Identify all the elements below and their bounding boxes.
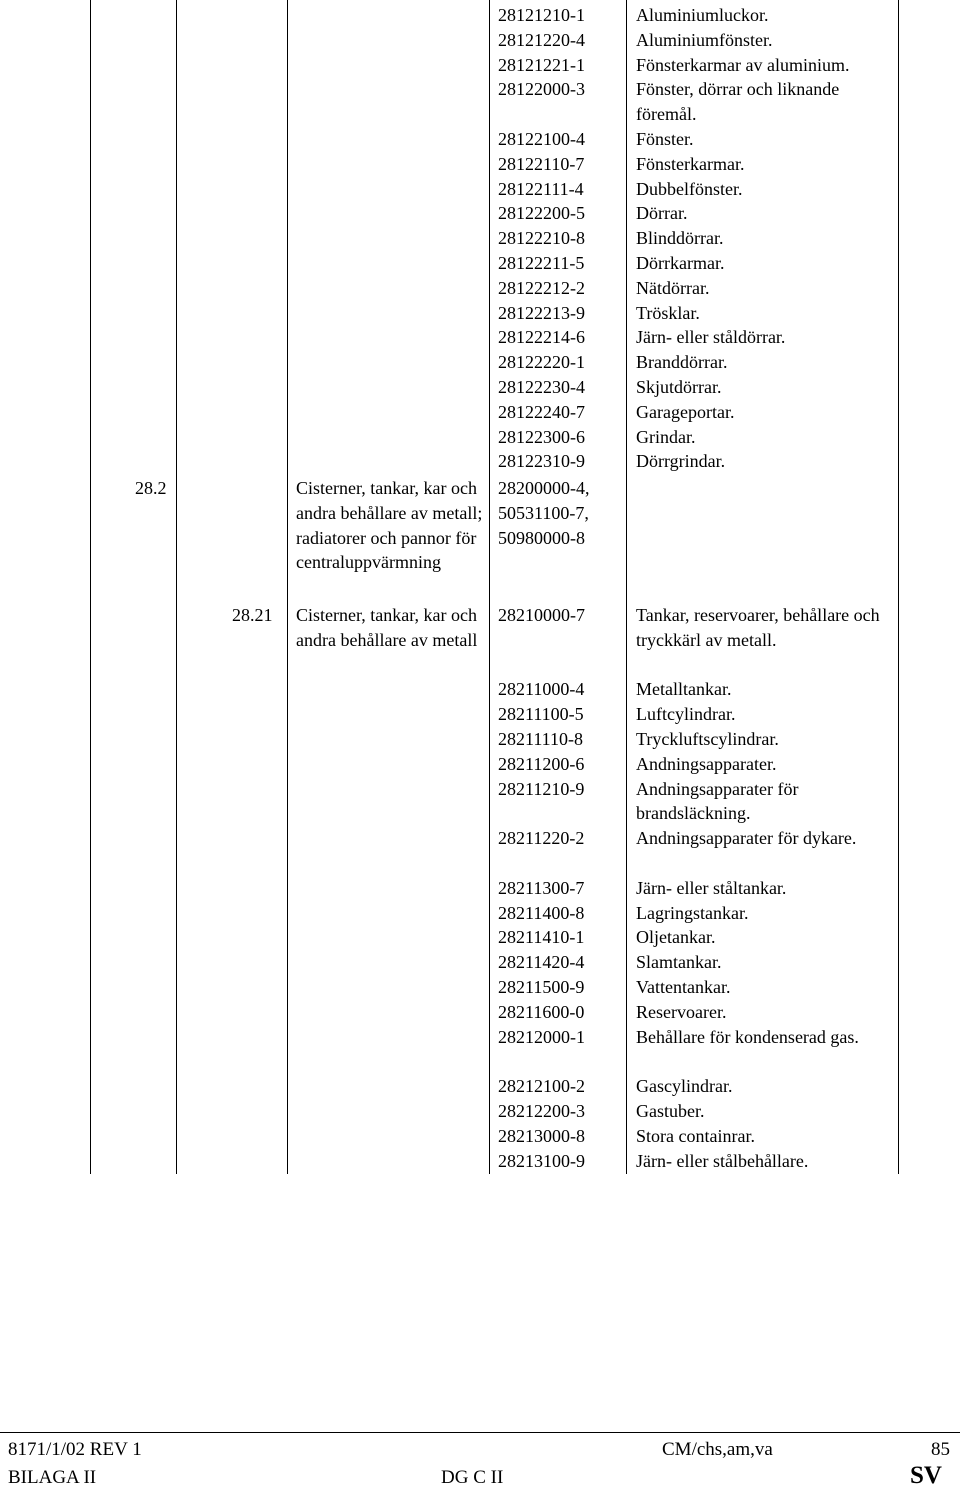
description-cell: Blinddörrar.	[636, 228, 724, 249]
description-cell: Dörrkarmar.	[636, 252, 725, 273]
description-cell: Dörrar.	[636, 203, 688, 224]
description-cell: Fönsterkarmar av aluminium.	[636, 54, 850, 75]
description-cell: Branddörrar.	[636, 352, 728, 373]
code-cell: 28211400-8	[498, 902, 585, 923]
description-cell: Gastuber.	[636, 1100, 705, 1121]
code-cell: 28122100-4	[498, 128, 585, 149]
description-cell: Fönsterkarmar.	[636, 153, 745, 174]
code-cell: 28211110-8	[498, 728, 583, 749]
code-cell: 28122000-3	[498, 79, 585, 100]
description-cell: Oljetankar.	[636, 927, 716, 948]
description-cell: Trösklar.	[636, 302, 700, 323]
code-cell: 28213000-8	[498, 1125, 585, 1146]
description-cell: Skjutdörrar.	[636, 376, 722, 397]
description-cell: Fönster.	[636, 128, 694, 149]
code-cell: 28121210-1	[498, 5, 585, 25]
column-divider-title-end	[489, 0, 490, 1174]
code-cell: 28210000-7	[498, 605, 585, 625]
code-cell: 28122212-2	[498, 277, 585, 298]
footer-dg: DG C II	[441, 1467, 504, 1488]
section-code: 50980000-8	[498, 527, 585, 548]
section-codes-28-2	[498, 476, 628, 550]
bottom-codes-column	[498, 603, 628, 1173]
code-cell: 28211420-4	[498, 952, 585, 973]
description-cell: Gascylindrar.	[636, 1076, 733, 1097]
table-border-left	[90, 0, 91, 1174]
description-cell: Behållare för kondenserad gas.	[636, 1026, 859, 1047]
code-cell: 28121221-1	[498, 54, 585, 75]
code-cell: 28211500-9	[498, 976, 585, 997]
code-cell: 28122110-7	[498, 153, 585, 174]
code-cell: 28122214-6	[498, 327, 585, 348]
code-cell: 28211600-0	[498, 1001, 585, 1022]
description-cell: Järn- eller ståldörrar.	[636, 327, 786, 348]
code-cell: 28122211-5	[498, 252, 585, 273]
code-cell: 28212000-1	[498, 1026, 585, 1047]
footer-page-number: 85	[931, 1439, 950, 1460]
description-cell: Grindar.	[636, 426, 696, 447]
code-cell: 28122213-9	[498, 302, 585, 323]
code-cell: 28122200-5	[498, 203, 585, 224]
code-cell: 28122300-6	[498, 426, 585, 447]
description-cell: Järn- eller stålbehållare.	[636, 1150, 809, 1171]
description-cell: Andningsapparater för dykare.	[636, 828, 857, 849]
code-cell: 28211100-5	[498, 704, 584, 725]
section-code: 50531100-7,	[498, 502, 589, 523]
code-cell: 28122111-4	[498, 178, 584, 199]
description-cell: Dörrgrindar.	[636, 451, 726, 472]
description-cell: Vattentankar.	[636, 976, 731, 997]
code-cell: 28122220-1	[498, 352, 585, 373]
description-cell: Garageportar.	[636, 401, 735, 422]
description-cell: Dubbelfönster.	[636, 178, 743, 199]
description-cell: Aluminiumfönster.	[636, 29, 773, 50]
description-cell: Slamtankar.	[636, 952, 722, 973]
description-cell: Reservoarer.	[636, 1001, 727, 1022]
footer-annex: BILAGA II	[8, 1467, 97, 1488]
description-cell: Metalltankar.	[636, 679, 732, 700]
code-cell: 28122230-4	[498, 376, 585, 397]
description-cell: Tryckluftscylindrar.	[636, 728, 779, 749]
top-desc-column	[636, 3, 898, 474]
column-divider-title	[287, 0, 288, 1174]
code-cell: 28211000-4	[498, 679, 585, 700]
description-cell: Aluminiumluckor.	[636, 5, 769, 25]
table-border-right	[898, 0, 899, 1174]
description-cell: Tankar, reservoarer, behållare och tryckkärl av metall.	[636, 605, 880, 650]
description-cell: Järn- eller ståltankar.	[636, 877, 787, 898]
code-cell: 28211410-1	[498, 927, 585, 948]
section-title-28-21: Cisterner, tankar, kar och andra behållare av metall	[296, 605, 478, 650]
code-cell: 28212100-2	[498, 1076, 585, 1097]
section-code: 28200000-4,	[498, 478, 590, 498]
code-cell: 28212200-3	[498, 1100, 585, 1121]
code-cell: 28211220-2	[498, 828, 585, 849]
description-cell: Stora containrar.	[636, 1125, 755, 1146]
code-cell: 28122210-8	[498, 228, 585, 249]
column-divider-number	[176, 0, 177, 1174]
section-number-28-2: 28.2	[135, 478, 167, 498]
footer-rule	[0, 1432, 960, 1433]
code-cell: 28211210-9	[498, 778, 585, 799]
code-cell: 28122240-7	[498, 401, 585, 422]
section-title-28-2: Cisterner, tankar, kar och andra behållare av metall; radiatorer och pannor för centraluppvärmning	[296, 478, 483, 573]
footer-initials: CM/chs,am,va	[662, 1439, 773, 1460]
description-cell: Fönster, dörrar och liknande föremål.	[636, 79, 840, 125]
description-cell: Luftcylindrar.	[636, 704, 736, 725]
description-cell: Nätdörrar.	[636, 277, 710, 298]
code-cell: 28213100-9	[498, 1150, 585, 1171]
description-cell: Andningsapparater.	[636, 753, 777, 774]
description-cell: Lagringstankar.	[636, 902, 749, 923]
section-number-28-21: 28.21	[232, 605, 273, 625]
code-cell: 28122310-9	[498, 451, 585, 472]
code-cell: 28121220-4	[498, 29, 585, 50]
top-codes-column	[498, 3, 628, 474]
code-cell: 28211300-7	[498, 877, 585, 898]
code-cell: 28211200-6	[498, 753, 585, 774]
description-cell: Andningsapparater för brandsläckning.	[636, 778, 799, 824]
bottom-desc-column	[636, 603, 898, 1173]
footer-doc-ref: 8171/1/02 REV 1	[8, 1439, 142, 1460]
footer-language-code: SV	[910, 1462, 942, 1489]
